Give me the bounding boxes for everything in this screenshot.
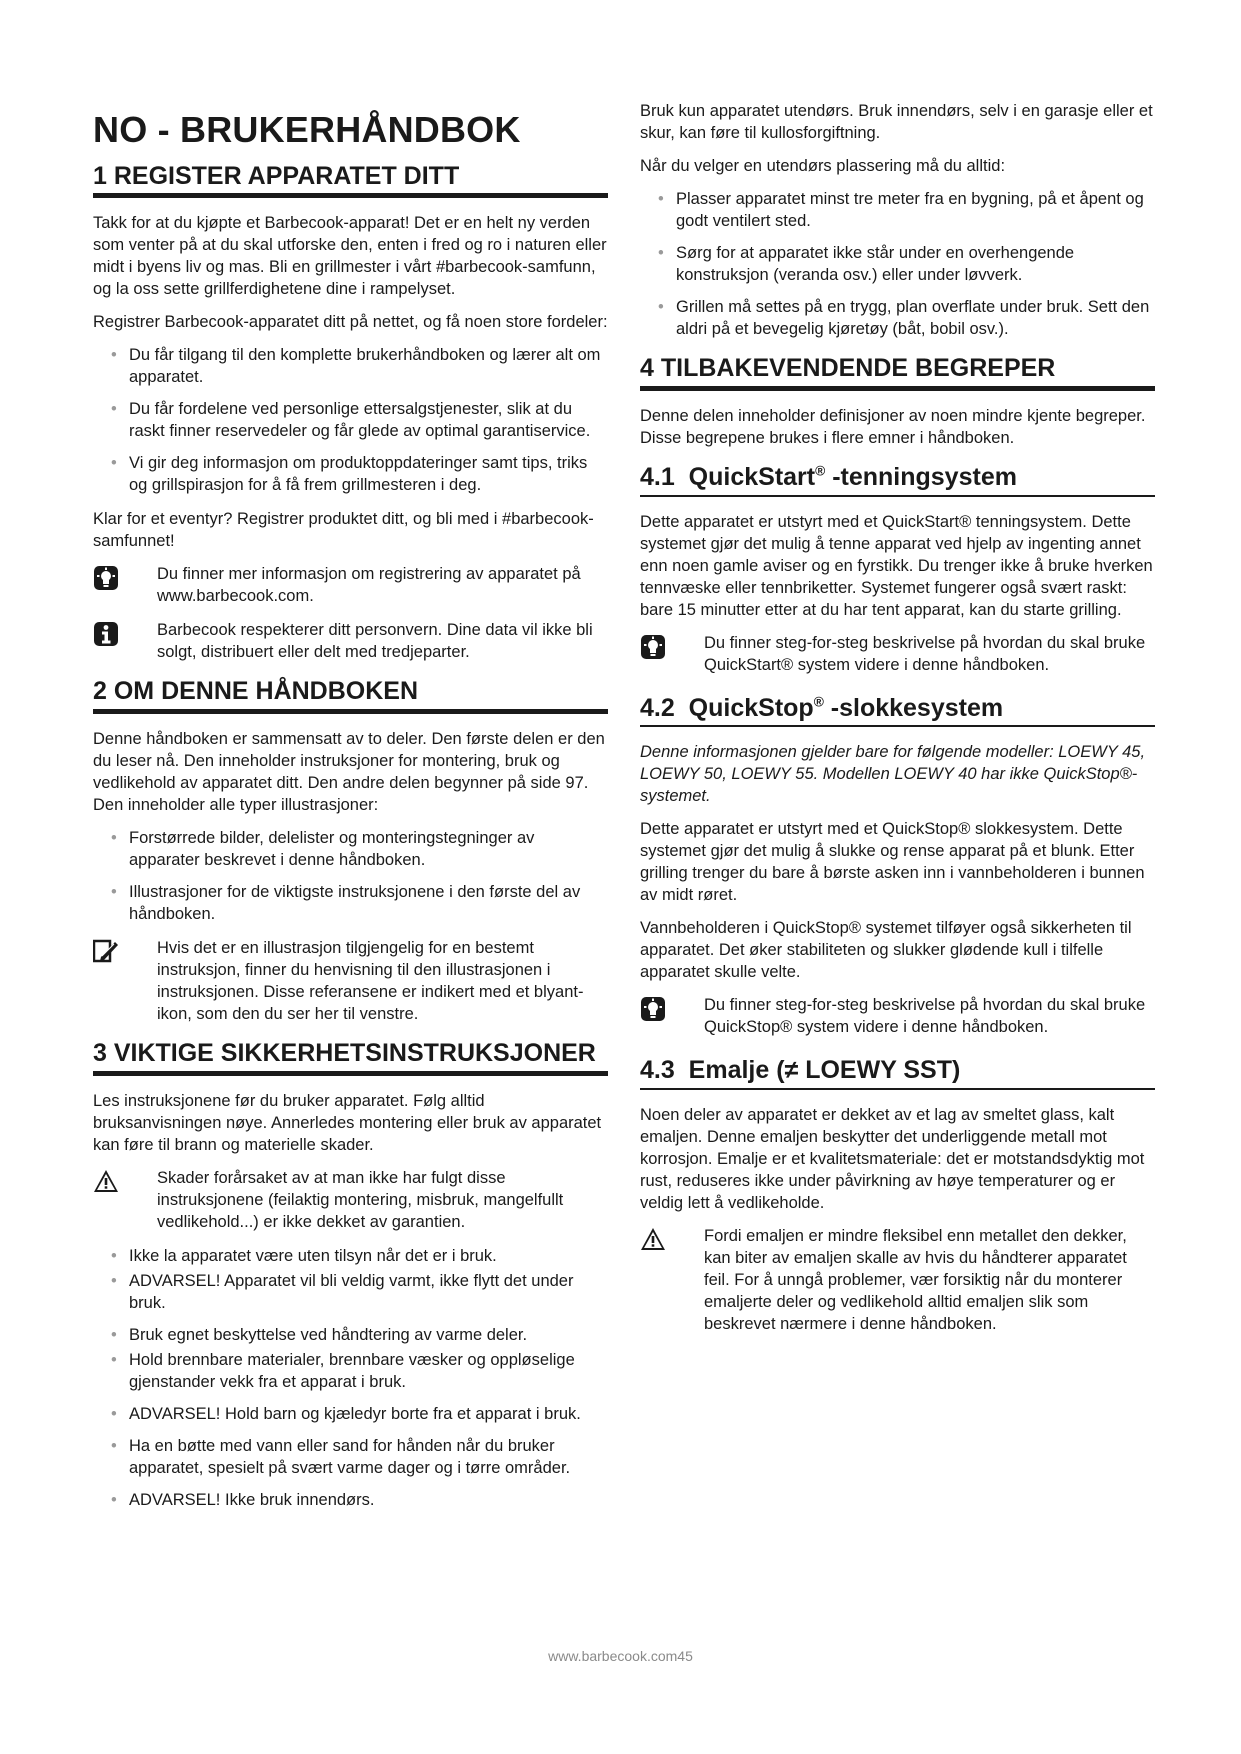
list-item: • ADVARSEL! Ikke bruk innendørs. bbox=[93, 1489, 608, 1511]
section-4-heading: 4 TILBAKEVENDENDE BEGREPER bbox=[640, 354, 1155, 391]
section-2-heading: 2 OM DENNE HÅNDBOKEN bbox=[93, 677, 608, 714]
tip-text: Du finner mer informasjon om registrering av apparatet på www.barbecook.com. bbox=[157, 565, 581, 606]
section-2-list bbox=[93, 827, 608, 925]
enamel-text: Noen deler av apparatet er dekket av et lag av smeltet glass, kalt emaljen. Denne emaljen beskytter det underliggende metall mot korrosjon. Emalje er et kvalitetsmateriale: det er motstandsdyktig mot rust, reduseres ikke under påvirkning av høye temperaturer og er veldig lett å vedlikeholde. bbox=[640, 1106, 1145, 1212]
lightbulb-icon bbox=[93, 563, 157, 596]
outdoor-location-text: Når du velger en utendørs plassering må du alltid: bbox=[640, 157, 1006, 175]
tip-text: Du finner steg-for-steg beskrivelse på hvordan du skal bruke QuickStop® system videre i denne håndboken. bbox=[704, 996, 1146, 1037]
lightbulb-icon bbox=[640, 994, 704, 1027]
warning-note bbox=[93, 1167, 608, 1233]
section-1-benefits-list bbox=[93, 344, 608, 496]
list-item: • Forstørrede bilder, delelister og monteringstegninger av apparater beskrevet i denne håndboken. bbox=[93, 827, 608, 871]
tip-note bbox=[640, 994, 1155, 1038]
section-3-intro: Les instruksjonene før du bruker apparatet. Følg alltid bruksanvisningen nøye. Annerledes montering eller bruk av apparatet kan føre til brann og materielle skader. bbox=[93, 1091, 602, 1154]
list-item: • ADVARSEL! Hold barn og kjæledyr borte fra et apparat i bruk. bbox=[93, 1403, 608, 1425]
quickstop-model-note: Denne informasjonen gjelder bare for følgende modeller: LOEWY 45, LOEWY 50, LOEWY 55. Modellen LOEWY 40 har ikke QuickStop®-systemet. bbox=[640, 743, 1146, 806]
list-item: • Du får fordelene ved personlige ettersalgstjenester, slik at du raskt finner reservedeler og får glede av optimal garantiservice. bbox=[93, 398, 608, 442]
warning-note bbox=[640, 1225, 1155, 1335]
list-item: • Ikke la apparatet være uten tilsyn når det er i bruk. bbox=[93, 1245, 608, 1267]
list-item: • Vi gir deg informasjon om produktoppdateringer samt tips, triks og grillspirasjon for å få frem grillmesteren i deg. bbox=[93, 452, 608, 496]
section-1-call-to-action: Klar for et eventyr? Registrer produktet ditt, og bli med i #barbecook-samfunnet! bbox=[93, 510, 594, 551]
list-item: • Hold brennbare materialer, brennbare væsker og oppløselige gjenstander vekk fra et apparat i bruk. bbox=[93, 1349, 608, 1393]
warning-icon bbox=[640, 1225, 704, 1256]
list-item: • Grillen må settes på en trygg, plan overflate under bruk. Sett den aldri på et bevegelig kjøretøy (båt, bobil osv.). bbox=[640, 296, 1155, 340]
left-column bbox=[93, 100, 608, 1523]
section-2-intro: Denne håndboken er sammensatt av to deler. Den første delen er den du leser nå. Den inneholder instruksjoner for montering, bruk og vedlikehold av apparatet ditt. Den andre delen begynner på side 97. Den inneholder alle typer illustrasjoner: bbox=[93, 730, 605, 815]
warning-text: Skader forårsaket av at man ikke har fulgt disse instruksjonene (feilaktig montering, misbruk, mangelfullt vedlikehold...) er ikke dekket av garantien. bbox=[157, 1168, 564, 1231]
info-icon bbox=[93, 619, 157, 652]
section-1-heading: 1 REGISTER APPARATET DITT bbox=[93, 162, 608, 199]
pencil-text: Hvis det er en illustrasjon tilgjengelig for en bestemt instruksjon, finner du henvisning til den illustrasjonen i instruksjonen. Disse referansene er indikert med et blyant-ikon, som den du ser her til venstre. bbox=[157, 939, 584, 1024]
section-4-3-heading: 4.3 Emalje (≠ LOEWY SST) bbox=[640, 1056, 1155, 1090]
section-4-intro: Denne delen inneholder definisjoner av noen mindre kjente begreper. Disse begrepene brukes i flere emner i håndboken. bbox=[640, 406, 1146, 447]
location-list bbox=[640, 188, 1155, 340]
list-item: • Ha en bøtte med vann eller sand for hånden når du bruker apparatet, spesielt på svært varme dager og i tørre områder. bbox=[93, 1435, 608, 1479]
section-4-2-heading: 4.2 QuickStop® -slokkesystem bbox=[640, 694, 1155, 728]
section-1-intro: Takk for at du kjøpte et Barbecook-apparat! Det er en helt ny verden som venter på at du skal utforske den, enten i fred og ro i naturen eller midt i byens liv og mas. Bli en grillmester i vårt #barbecook-samfunn, og la oss sette grillferdighetene dine i rampelyset. bbox=[93, 214, 607, 299]
tip-note bbox=[93, 563, 608, 607]
safety-list bbox=[93, 1245, 608, 1511]
lightbulb-icon bbox=[640, 632, 704, 665]
list-item: • Du får tilgang til den komplette brukerhåndboken og lærer alt om apparatet. bbox=[93, 344, 608, 388]
warning-text: Fordi emaljen er mindre fleksibel enn metallet den dekker, kan biter av emaljen skalle av hvis du håndterer apparatet feil. For å unngå problemer, vær forsiktig når du monterer emaljerte deler og vedlikehold alltid emaljen slik som beskrevet nærmere i denne håndboken. bbox=[704, 1227, 1127, 1333]
page-footer: www.barbecook.com45 bbox=[548, 1648, 693, 1664]
section-3-heading: 3 VIKTIGE SIKKERHETSINSTRUKSJONER bbox=[93, 1039, 608, 1076]
right-column bbox=[640, 100, 1155, 1347]
tip-note bbox=[640, 632, 1155, 676]
info-text: Barbecook respekterer ditt personvern. Dine data vil ikke bli solgt, distribuert eller delt med tredjeparter. bbox=[157, 621, 593, 662]
section-1-register-text: Registrer Barbecook-apparatet ditt på nettet, og få noen store fordeler: bbox=[93, 313, 608, 332]
list-item: • Bruk egnet beskyttelse ved håndtering av varme deler. bbox=[93, 1324, 608, 1346]
pencil-note bbox=[93, 937, 608, 1025]
tip-text: Du finner steg-for-steg beskrivelse på hvordan du skal bruke QuickStart® system videre i denne håndboken. bbox=[704, 633, 1146, 674]
quickstop-text: Dette apparatet er utstyrt med et QuickStop® slokkesystem. Dette systemet gjør det mulig å slukke og rense apparat på et blunk. Etter grilling trenger du bare å børste asken inn i vannbeholderen i bunnen av midt røret. bbox=[640, 820, 1145, 905]
section-4-1-heading: 4.1 QuickStart® -tenningsystem bbox=[640, 463, 1155, 497]
info-note bbox=[93, 619, 608, 663]
pencil-icon bbox=[93, 937, 157, 968]
page-title: NO - BRUKERHÅNDBOK bbox=[93, 109, 521, 150]
outdoor-use-text: Bruk kun apparatet utendørs. Bruk innendørs, selv i en garasje eller et skur, kan føre til kullosforgiftning. bbox=[640, 102, 1153, 142]
list-item: • Sørg for at apparatet ikke står under en overhengende konstruksjon (veranda osv.) eller under løvverk. bbox=[640, 242, 1155, 286]
warning-icon bbox=[93, 1167, 157, 1198]
quickstart-text: Dette apparatet er utstyrt med et QuickStart® tenningsystem. Dette systemet gjør det mulig å tenne apparat ved hjelp av ingenting annet enn noen gamle aviser og en fyrstikk. Du trenger ikke å bruke hverken tennvæske eller tennbriketter. Systemet fungerer også svært raskt: bare 15 minutter etter at du har tent apparat, kan du starte grilling. bbox=[640, 512, 1153, 619]
list-item: • Illustrasjoner for de viktigste instruksjonene i den første del av håndboken. bbox=[93, 881, 608, 925]
list-item: • ADVARSEL! Apparatet vil bli veldig varmt, ikke flytt det under bruk. bbox=[93, 1270, 608, 1314]
list-item: • Plasser apparatet minst tre meter fra en bygning, på et åpent og godt ventilert sted. bbox=[640, 188, 1155, 232]
quickstop-safety-text: Vannbeholderen i QuickStop® systemet tilføyer også sikkerheten til apparatet. Det øker stabiliteten og slukker glødende kull i tilfelle apparatet skulle velte. bbox=[640, 919, 1132, 982]
